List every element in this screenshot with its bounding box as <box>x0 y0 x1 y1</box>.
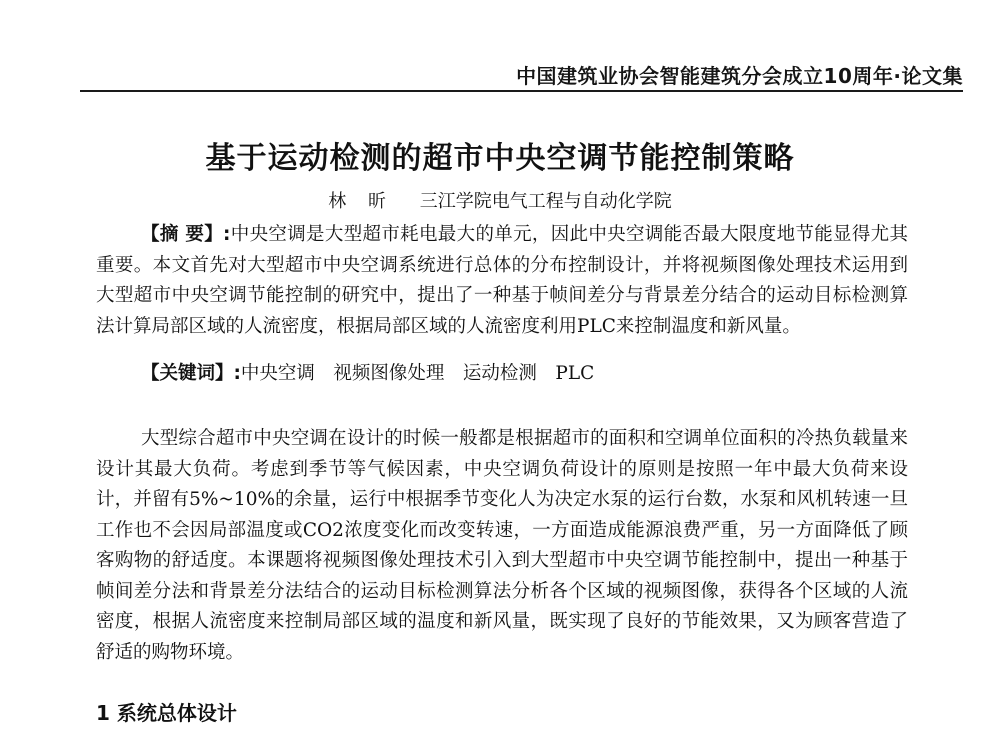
body-paragraph: 大型综合超市中央空调在设计的时候一般都是根据超市的面积和空调单位面积的冷热负载量来设计其最大负荷。考虑到季节等气候因素，中央空调负荷设计的原则是按照一年中最大负荷来设计，并留有5%~10%的余量，运行中根据季节变化人为决定水泵的运行台数，水泵和风机转速一旦工作也不会因局部温度或CO2浓度变化而改变转速，一方面造成能源浪费严重，另一方面降低了顾客购物的舒适度。本课题将视频图像处理技术引入到大型超市中央空调节能控制中，提出一种基于帧间差分法和背景差分法结合的运动目标检测算法分析各个区域的视频图像，获得各个区域的人流密度，根据人流密度来控制局部区域的温度和新风量，既实现了良好的节能效果，又为顾客营造了舒适的购物环境。 <box>96 428 908 663</box>
section-heading: 1 系统总体设计 <box>96 701 237 725</box>
abstract-text: 中央空调是大型超市耗电最大的单元，因此中央空调能否最大限度地节能显得尤其重要。本文首先对大型超市中央空调系统进行总体的分布控制设计，并将视频图像处理技术运用到大型超市中央空调节能控制的研究中，提出了一种基于帧间差分与背景差分结合的运动目标检测算法计算局部区域的人流密度，根据局部区域的人流密度利用PLC来控制温度和新风量。 <box>96 224 908 337</box>
paper-title: 基于运动检测的超市中央空调节能控制策略 <box>205 141 795 176</box>
author-name: 林 昕 <box>328 191 394 212</box>
header-rule <box>80 90 963 92</box>
keywords <box>96 359 908 390</box>
keywords-text: 中央空调 视频图像处理 运动检测 PLC <box>240 363 595 384</box>
abstract <box>96 220 908 342</box>
keywords-label: 【关键词】: <box>141 363 241 384</box>
running-header: 中国建筑业协会智能建筑分会成立10周年·论文集 <box>516 64 963 88</box>
abstract-label: 【摘 要】: <box>141 224 231 245</box>
author-line <box>0 187 1000 213</box>
author-affiliation: 三江学院电气工程与自动化学院 <box>419 191 672 212</box>
